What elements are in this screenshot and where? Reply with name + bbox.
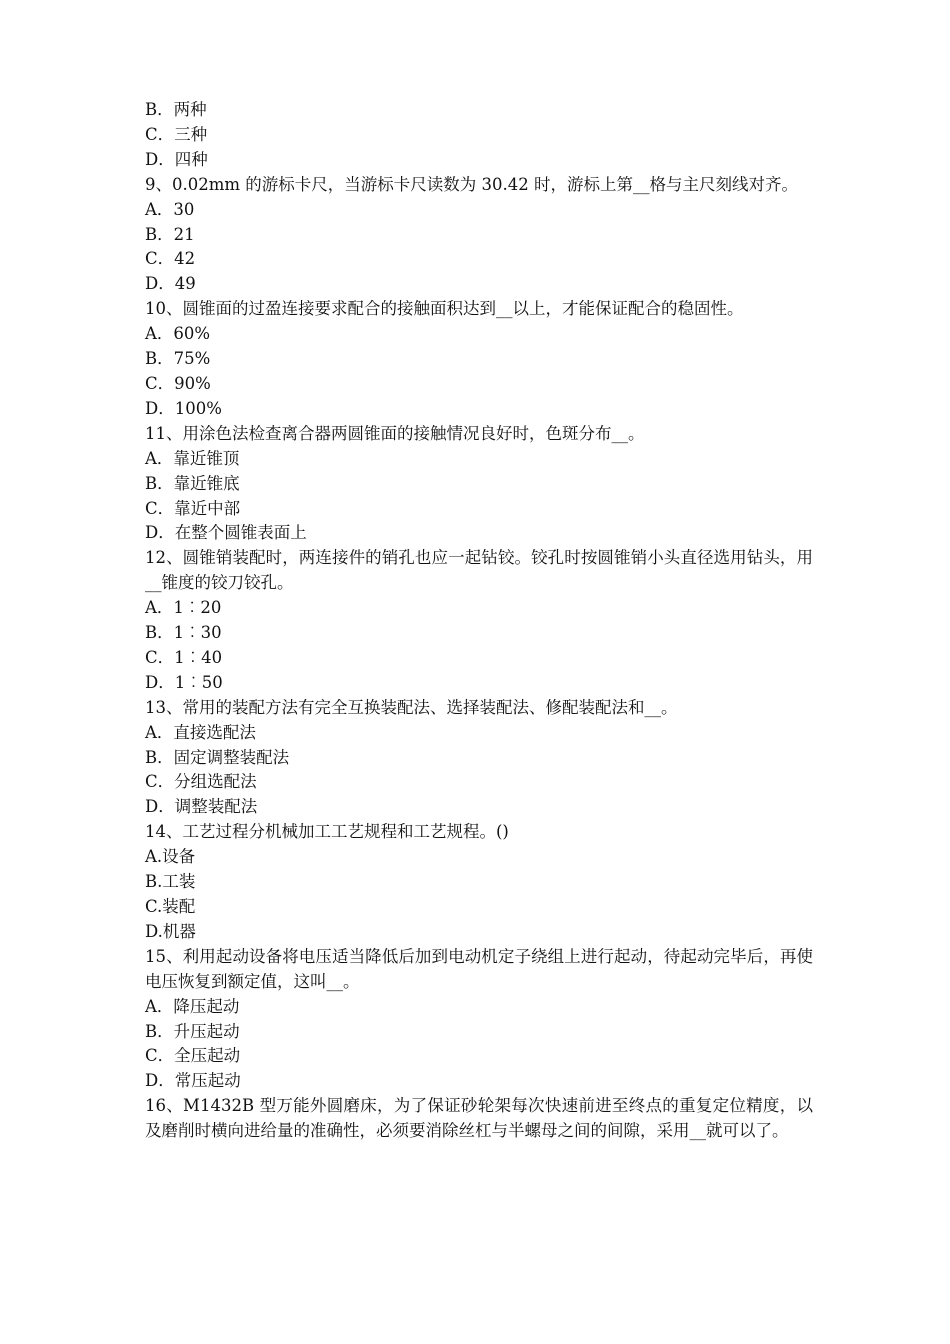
question-text: 16、M1432B 型万能外圆磨床，为了保证砂轮架每次快速前进至终点的重复定位精度，以及磨削时横向进给量的准确性，必须要消除丝杠与半螺母之间的间隙，采用__就可以了。 bbox=[145, 1096, 813, 1141]
question-text: 12、圆锥销装配时，两连接件的销孔也应一起钻铰。铰孔时按圆锥销小头直径选用钻头，用__锥度的铰刀铰孔。 bbox=[145, 548, 813, 593]
answer-option: D．调整装配法 bbox=[145, 797, 258, 817]
answer-option: A．30 bbox=[145, 199, 195, 219]
answer-option: A．60% bbox=[145, 324, 211, 344]
answer-option: A.设备 bbox=[145, 847, 196, 867]
answer-option: C．分组选配法 bbox=[145, 772, 257, 792]
answer-option: A．降压起动 bbox=[145, 996, 240, 1016]
answer-option: D．常压起动 bbox=[145, 1071, 241, 1091]
answer-option: B．21 bbox=[145, 224, 195, 244]
answer-option: B.工装 bbox=[145, 872, 196, 892]
question-text: 11、用涂色法检查离合器两圆锥面的接触情况良好时，色斑分布__。 bbox=[145, 423, 645, 443]
answer-option: A．靠近锥顶 bbox=[145, 448, 240, 468]
answer-option: C．42 bbox=[145, 249, 196, 269]
question-text: 14、工艺过程分机械加工工艺规程和工艺规程。() bbox=[145, 822, 509, 842]
answer-option: D．100% bbox=[145, 398, 222, 418]
answer-option: D．在整个圆锥表面上 bbox=[145, 523, 307, 543]
answer-option: D．1︰50 bbox=[145, 672, 223, 692]
answer-option: B．升压起动 bbox=[145, 1021, 240, 1041]
answer-option: B．靠近锥底 bbox=[145, 473, 240, 493]
answer-option: C．三种 bbox=[145, 124, 208, 144]
question-text: 13、常用的装配方法有完全互换装配法、选择装配法、修配装配法和__。 bbox=[145, 697, 678, 717]
answer-option: D．49 bbox=[145, 274, 196, 294]
answer-option: A．直接选配法 bbox=[145, 722, 256, 742]
answer-option: B．固定调整装配法 bbox=[145, 747, 290, 767]
answer-option: C．1︰40 bbox=[145, 647, 223, 667]
answer-option: B．1︰30 bbox=[145, 623, 222, 643]
answer-option: C．靠近中部 bbox=[145, 498, 241, 518]
question-text: 9、0.02mm 的游标卡尺，当游标卡尺读数为 30.42 时，游标上第__格与主尺刻线对齐。 bbox=[145, 174, 798, 194]
answer-option: C．全压起动 bbox=[145, 1046, 241, 1066]
answer-option: C.装配 bbox=[145, 897, 196, 916]
answer-option: B．75% bbox=[145, 349, 211, 369]
question-text: 10、圆锥面的过盈连接要求配合的接触面积达到__以上，才能保证配合的稳固性。 bbox=[145, 299, 744, 319]
answer-option: A．1︰20 bbox=[145, 598, 222, 618]
question-text: 15、利用起动设备将电压适当降低后加到电动机定子绕组上进行起动，待起动完毕后，再使电压恢复到额定值，这叫__。 bbox=[145, 946, 813, 991]
answer-option: C．90% bbox=[145, 373, 211, 393]
answer-option: D．四种 bbox=[145, 149, 208, 169]
answer-option: B．两种 bbox=[145, 100, 207, 119]
document-page bbox=[145, 98, 813, 1144]
answer-option: D.机器 bbox=[145, 921, 196, 941]
